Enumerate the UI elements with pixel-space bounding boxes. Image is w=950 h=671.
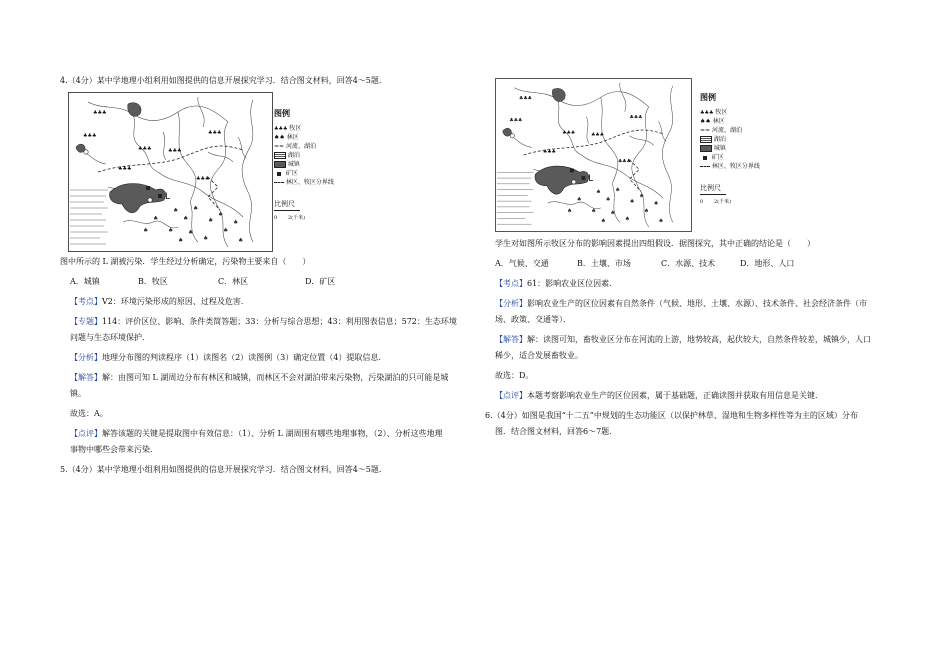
- q4-question: 图中所示的 L 湖被污染．学生经过分析确定，污染物主要来自（ ）: [60, 257, 311, 266]
- mine-icon: [277, 172, 281, 176]
- q5-option-a: A．气候、交通: [495, 259, 549, 268]
- legend-item-river: 河流、湖泊: [711, 127, 742, 134]
- town-icon: [700, 145, 712, 152]
- q4-dianping-cont: 事物中哪些会带来污染．: [70, 445, 158, 454]
- legend-item-lake: 湖泊: [287, 152, 300, 159]
- legend-item-boundary: 林区、牧区分界线: [711, 163, 760, 170]
- legend-item-pasture: 牧区: [715, 109, 728, 116]
- legend-item-boundary: 林区、牧区分界线: [285, 179, 334, 186]
- q5-answer: 故选：D。: [495, 371, 534, 380]
- legend-item-town: 城镇: [713, 145, 726, 152]
- q4-option-d: D．矿区: [305, 277, 336, 286]
- legend-item-lake: 湖泊: [713, 136, 726, 143]
- legend-item-town: 城镇: [287, 161, 300, 168]
- q5-stem: 5.（4分）某中学地理小组利用如图提供的信息开展探究学习．结合图文材料，回答4～5题．: [60, 465, 387, 474]
- q5-option-c: C．水源、技术: [661, 259, 716, 268]
- q5-dianping: 【点评】本题考察影响农业生产的区位因素，属于基础题，正确读图并获取有用信息是关键．: [495, 391, 823, 400]
- q6-stem-cont: 图．结合图文材料，回答6～7题．: [495, 427, 618, 436]
- q4-jieda: 【解答】解：由图可知 L 湖周边分布有林区和城镇，而林区不会对湖泊带来污染物，污染湖泊的只可能是城: [70, 373, 449, 382]
- boundary-icon: [274, 182, 284, 183]
- scale-bar: 0 2(千米): [700, 194, 795, 204]
- legend-item-pasture: 牧区: [289, 125, 302, 132]
- lake-icon: [274, 152, 286, 159]
- town-icon: [274, 161, 286, 168]
- q4-option-a: A．城镇: [70, 277, 100, 286]
- map-figure-q5: [495, 76, 692, 234]
- river-icon: ≈≈: [274, 143, 285, 150]
- legend-item-forest: 林区: [286, 134, 299, 141]
- q4-option-c: C．林区: [218, 277, 249, 286]
- q4-answer: 故选：A。: [70, 409, 108, 418]
- lake-icon: [700, 136, 712, 143]
- q4-zhuanti-cont: 问题与生态环境保护．: [70, 333, 150, 342]
- legend-title: 图例: [700, 93, 716, 102]
- scale-bar: 0 2(千米): [274, 210, 369, 220]
- legend-item-river: 河流、湖泊: [285, 143, 316, 150]
- mine-icon: [703, 156, 707, 160]
- scale-label: 比例尺: [700, 184, 721, 192]
- scale-label: 比例尺: [274, 200, 295, 208]
- legend-item-mine: 矿区: [285, 170, 298, 177]
- q5-fenxi: 【分析】影响农业生产的区位因素有自然条件（气候、地形、土壤、水源）、技术条件、社会经济条件（市: [495, 299, 867, 308]
- q4-kaodian: 【考点】V2：环境污染形成的原因、过程及危害．: [70, 297, 249, 306]
- q4-jieda-cont: 镇。: [70, 389, 86, 398]
- q5-jieda: 【解答】解：读图可知，畜牧业区分布在河流的上游，地势较高，起伏较大，自然条件较差，城镇少，人口: [495, 335, 871, 344]
- q6-stem: 6.（4分）如图是我国“十二五”中规划的生态功能区（以保护林草、湿地和生物多样性等为主的区域）分布: [485, 411, 858, 420]
- boundary-icon: [700, 166, 710, 167]
- q5-fenxi-cont: 场、政策、交通等）．: [495, 315, 571, 324]
- q5-option-b: B．土壤、市场: [577, 259, 631, 268]
- q4-dianping: 【点评】解答该题的关键是提取图中有效信息：（1）、分析 L 湖周围有哪些地理事物，（2）、分析这些地理: [70, 429, 443, 438]
- q5-jieda-cont: 稀少，适合发展畜牧业。: [495, 351, 583, 360]
- q4-option-b: B．牧区: [138, 277, 168, 286]
- q5-kaodian: 【考点】61：影响农业区位因素．: [495, 279, 618, 288]
- legend-title: 图例: [274, 109, 290, 118]
- legend-item-forest: 林区: [712, 118, 725, 125]
- q5-option-d: D．地形、人口: [740, 259, 795, 268]
- map-legend-q5: 图例 ♣♣♣ 牧区 ♠♠ 林区 ≈≈ 河流、湖泊 湖泊 城镇 矿区 林区、牧区分界线 比例尺 0 2(千米): [700, 92, 795, 204]
- q4-stem: 4.（4分）某中学地理小组利用如图提供的信息开展探究学习．结合图文材料，回答4～5题．: [60, 76, 387, 85]
- legend-item-mine: 矿区: [711, 154, 724, 161]
- q4-fenxi: 【分析】地理分布图的判读程序（1）读图名（2）读图例（3）确定位置（4）提取信息．: [70, 353, 387, 362]
- map-figure-q4: [68, 92, 273, 252]
- map-legend-q4: 图例 ♣♣♣ 牧区 ♠♠ 林区 ≈≈ 河流、湖泊 湖泊 城镇 矿区 林区、牧区分界线 比例尺 0 2(千米): [274, 108, 369, 220]
- q5-question: 学生对如图所示牧区分布的影响因素提出四组假设．据图探究，其中正确的结论是（ ）: [495, 239, 815, 248]
- q4-zhuanti: 【专题】114：评价区位、影响、条件类简答题；33：分析与综合思想；43：利用图表信息；572：生态环境: [70, 317, 457, 326]
- river-icon: ≈≈: [700, 127, 711, 134]
